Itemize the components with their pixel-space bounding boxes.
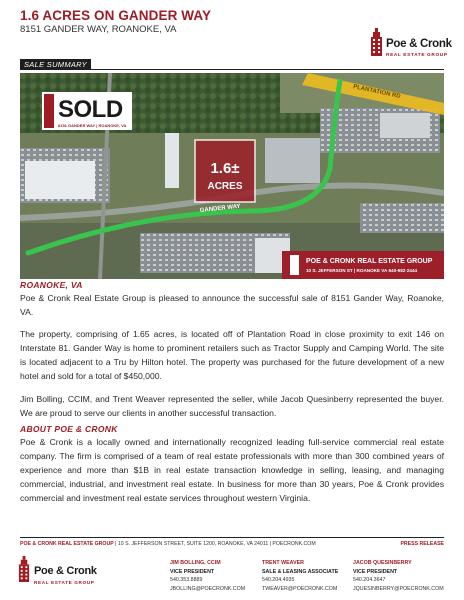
about-heading: ABOUT POE & CRONK [20,423,118,434]
page-title: 1.6 ACRES ON GANDER WAY [20,8,212,23]
page-subtitle: 8151 GANDER WAY, ROANOKE, VA [20,24,177,35]
section-bar [20,59,444,70]
contact-phone[interactable]: 540.204.4935 [262,577,295,584]
photo-brand-address: 10 S. JEFFERSON ST | ROANOKE VA 540-982-2444 [306,268,418,273]
page-header [0,0,464,74]
sold-caption: 8151 GANDER WAY | ROANOKE, VA [58,123,127,128]
aerial-map [20,73,444,279]
contact-name: JIM BOLLING, CCIM [170,560,221,566]
section-label: SALE SUMMARY [20,59,91,70]
contact-phone[interactable]: 540.204.3647 [353,577,386,584]
acres-value: 1.6± [210,160,240,177]
building-logo-icon [18,556,31,582]
aerial-photo [20,73,444,279]
press-release-body [20,280,444,505]
photo-brand-name: POE & CRONK REAL ESTATE GROUP [306,258,433,265]
logo-tagline: REAL ESTATE GROUP [386,53,448,58]
paragraph-about: Poe & Cronk is a locally owned and internationally recognized leading full-service commercial real estate company. The firm is comprised of a team of real estate professionals with more than 300 combined years of experience and more than $1B in real estate transaction knowledge in selling, leasing, and managing commercial, industrial, and investment real estate. In business for more than 30 years, Poe & Cronk provides commercial and investment real estate services throughout western Virginia. [20,436,444,504]
contact-email[interactable]: TWEAVER@POECRONK.COM [262,585,338,592]
paragraph-representation: Jim Bolling, CCIM, and Trent Weaver represented the seller, while Jacob Quesinberry represented the buyer. We are proud to serve our clients in another successful transaction. [20,393,444,418]
paragraph-property: The property, comprising of 1.65 acres, is located off of Plantation Road in close proximity to exit 146 on Interstate 81. Gander Way is home to prominent retailers such as Tractor Supply and Camping World. The site is located adjacent to a Tru by Hilton hotel. The property was purchased for the future development of a new hotel and sold for a total of $450,000. [20,329,444,382]
logo-name: Poe & Cronk [386,38,452,50]
contact-card-quesinberry [353,559,444,593]
location-heading: ROANOKE, VA [20,280,83,290]
building-logo-icon [370,28,384,56]
footer-company: POE & CRONK REAL ESTATE GROUP [20,541,114,547]
footer-info [20,537,444,551]
contact-name: TRENT WEAVER [262,560,304,566]
footer-doc-type: PRESS RELEASE [400,541,444,547]
contact-email[interactable]: JQUESINBERRY@POECRONK.COM [353,585,444,592]
sold-label: SOLD [58,96,123,123]
contact-title: VICE PRESIDENT [353,568,398,575]
contact-phone[interactable]: 540.353.8889 [170,577,203,584]
footer-logo-name: Poe & Cronk [34,565,97,577]
footer-logo-tagline: REAL ESTATE GROUP [34,580,95,585]
contact-title: VICE PRESIDENT [170,568,215,575]
footer-address: | 10 S. JEFFERSON STREET, SUITE 1200, ROANOKE, VA 24011 | POECRONK.COM [113,541,316,547]
plantation-road-label: PLANTATION RD [352,84,401,100]
contact-name: JACOB QUESINBERRY [353,560,412,566]
acres-unit: ACRES [207,181,243,192]
contact-card-bolling [170,559,245,593]
contact-title: SALE & LEASING ASSOCIATE [262,568,339,575]
contact-email[interactable]: JBOLLING@POECRONK.COM [170,585,246,592]
gander-way-label: GANDER WAY [199,203,241,214]
footer-logo[interactable] [18,556,98,594]
contact-card-weaver [262,559,338,593]
paragraph-intro: Poe & Cronk Real Estate Group is pleased to announce the successful sale of 8151 Gander Way, Roanoke, VA. [20,293,444,318]
